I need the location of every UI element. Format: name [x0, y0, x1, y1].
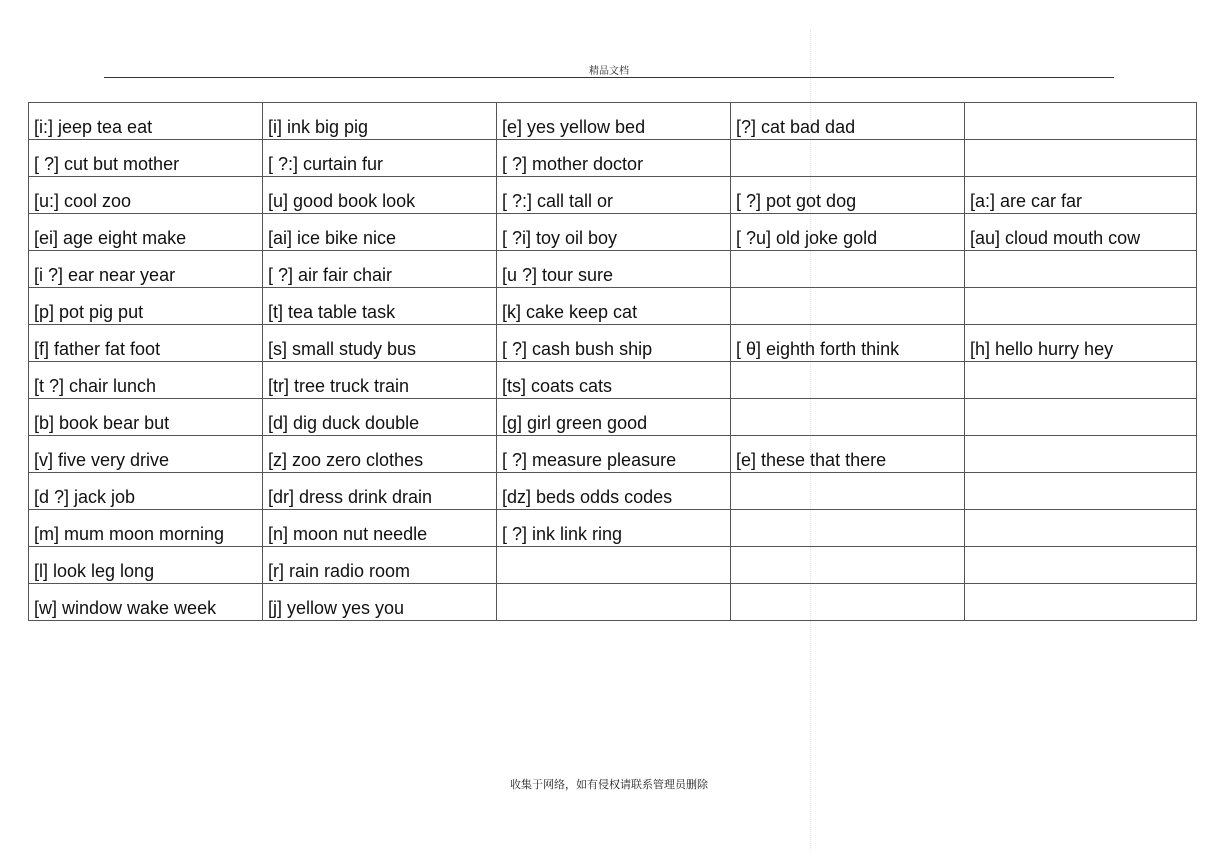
table-cell	[965, 399, 1197, 436]
table-cell: [ ?] ink link ring	[497, 510, 731, 547]
table-cell: [dr] dress drink drain	[263, 473, 497, 510]
header-rule	[104, 77, 1114, 78]
table-cell	[731, 251, 965, 288]
table-cell	[965, 288, 1197, 325]
table-cell: [k] cake keep cat	[497, 288, 731, 325]
table-cell	[965, 103, 1197, 140]
table-row	[29, 584, 1197, 621]
table-cell: [g] girl green good	[497, 399, 731, 436]
table-cell: [n] moon nut needle	[263, 510, 497, 547]
table-cell: [ ?:] call tall or	[497, 177, 731, 214]
table-cell	[965, 140, 1197, 177]
table-cell: [ θ] eighth forth think	[731, 325, 965, 362]
table-cell: [u:] cool zoo	[29, 177, 263, 214]
table-cell: [e] these that there	[731, 436, 965, 473]
table-cell	[497, 584, 731, 621]
table-row	[29, 140, 1197, 177]
table-cell: [w] window wake week	[29, 584, 263, 621]
table-cell: [?] cat bad dad	[731, 103, 965, 140]
table-cell: [ ?] cash bush ship	[497, 325, 731, 362]
table-cell: [t ?] chair lunch	[29, 362, 263, 399]
table-cell: [a:] are car far	[965, 177, 1197, 214]
table-cell: [ ?] measure pleasure	[497, 436, 731, 473]
table-cell: [e] yes yellow bed	[497, 103, 731, 140]
table-row	[29, 288, 1197, 325]
table-cell: [h] hello hurry hey	[965, 325, 1197, 362]
table-cell: [m] mum moon morning	[29, 510, 263, 547]
table-cell	[965, 547, 1197, 584]
table-cell	[731, 399, 965, 436]
table-cell: [t] tea table task	[263, 288, 497, 325]
table-cell	[965, 510, 1197, 547]
table-cell: [f] father fat foot	[29, 325, 263, 362]
table-cell: [i:] jeep tea eat	[29, 103, 263, 140]
table-cell: [u ?] tour sure	[497, 251, 731, 288]
table-cell: [dz] beds odds codes	[497, 473, 731, 510]
table-cell	[965, 473, 1197, 510]
table-cell	[965, 584, 1197, 621]
table-cell: [p] pot pig put	[29, 288, 263, 325]
table-cell: [au] cloud mouth cow	[965, 214, 1197, 251]
table-cell: [ ?] mother doctor	[497, 140, 731, 177]
table-row	[29, 214, 1197, 251]
table-cell: [v] five very drive	[29, 436, 263, 473]
table-cell	[731, 140, 965, 177]
table-cell: [ei] age eight make	[29, 214, 263, 251]
table-cell: [ ?] air fair chair	[263, 251, 497, 288]
table-cell	[731, 510, 965, 547]
table-cell: [ai] ice bike nice	[263, 214, 497, 251]
table-cell: [ ?] pot got dog	[731, 177, 965, 214]
table-cell	[965, 251, 1197, 288]
table-cell: [ts] coats cats	[497, 362, 731, 399]
table-cell: [j] yellow yes you	[263, 584, 497, 621]
table-cell: [l] look leg long	[29, 547, 263, 584]
table-row	[29, 547, 1197, 584]
table-row	[29, 436, 1197, 473]
table-cell: [d ?] jack job	[29, 473, 263, 510]
table-cell	[731, 362, 965, 399]
table-cell: [tr] tree truck train	[263, 362, 497, 399]
table-cell	[731, 584, 965, 621]
table-cell: [u] good book look	[263, 177, 497, 214]
table-cell	[731, 473, 965, 510]
table-cell: [ ?u] old joke gold	[731, 214, 965, 251]
table-cell	[965, 436, 1197, 473]
table-cell: [ ?:] curtain fur	[263, 140, 497, 177]
table-cell: [b] book bear but	[29, 399, 263, 436]
table-row	[29, 362, 1197, 399]
table-cell: [d] dig duck double	[263, 399, 497, 436]
table-row	[29, 177, 1197, 214]
table-cell	[965, 362, 1197, 399]
table-cell: [s] small study bus	[263, 325, 497, 362]
page-footer: 收集于网络，如有侵权请联系管理员删除	[510, 779, 708, 791]
table-cell: [r] rain radio room	[263, 547, 497, 584]
table-row	[29, 473, 1197, 510]
table-cell: [ ?i] toy oil boy	[497, 214, 731, 251]
table-cell	[731, 288, 965, 325]
table-cell: [z] zoo zero clothes	[263, 436, 497, 473]
table-cell: [i] ink big pig	[263, 103, 497, 140]
phonetic-table	[28, 102, 1197, 621]
table-cell: [i ?] ear near year	[29, 251, 263, 288]
table-row	[29, 325, 1197, 362]
table-row	[29, 510, 1197, 547]
table-cell: [ ?] cut but mother	[29, 140, 263, 177]
table-row	[29, 103, 1197, 140]
table-cell	[731, 547, 965, 584]
page-header: 精品文档	[589, 66, 629, 77]
table-cell	[497, 547, 731, 584]
table-row	[29, 251, 1197, 288]
table-row	[29, 399, 1197, 436]
